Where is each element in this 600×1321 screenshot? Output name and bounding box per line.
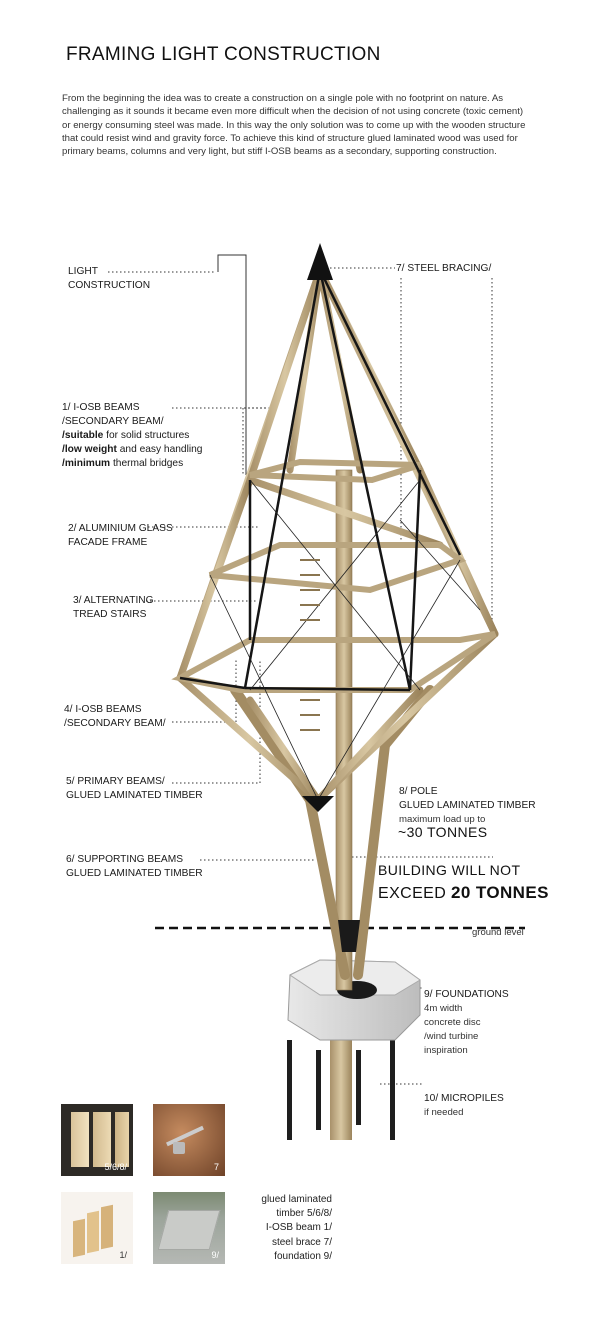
label-stairs: 3/ ALTERNATING TREAD STAIRS [73,595,154,620]
pole-below-ground [330,1040,352,1140]
materials-legend: glued laminated timber 5/6/8/ I-OSB beam 1/ steel brace 7/ foundation 9/ [261,1194,332,1262]
swatch-caption: 9/ [211,1250,219,1260]
swatch-caption: 5/6/8/ [104,1162,127,1172]
label-primary-beams: 5/ PRIMARY BEAMS/ GLUED LAMINATED TIMBER [66,776,203,801]
label-light-construction: LIGHT CONSTRUCTION [68,266,151,291]
pole-load-value: ~30 TONNES [398,824,488,840]
light-construction-bracket [218,255,246,475]
intro-paragraph: From the beginning the idea was to create a construction on a single pole with no footprint on nature. As challenging as it sounds it became even more difficult when the decision of not using concrete (toxic cement) or energy consuming steel was made. In this way the only solution was to come up with the wooden structure that could resist wind and gravity force. To achieve this kind of structure glued laminated wood was used for primary beams, columns and very light, but stiff I-OSB beams as a secondary, supporting construction. [62,93,526,158]
swatch-steel-brace [153,1104,225,1176]
label-foundations: 9/ FOUNDATIONS 4m width concrete disc /wind turbine inspiration [424,989,509,1056]
label-micropiles: 10/ MICROPILES if needed [424,1093,504,1118]
label-secondary-beams: 4/ I-OSB BEAMS /SECONDARY BEAM/ [64,704,166,729]
swatch-caption: 7 [213,1162,219,1172]
swatch-glulam [61,1104,133,1176]
building-weight-line1: BUILDING WILL NOT [378,862,521,878]
label-aluminium-frame: 2/ ALUMINIUM GLASS FACADE FRAME [68,523,173,548]
swatch-iosb-beam [61,1192,133,1264]
swatch-caption: 1/ [119,1250,127,1260]
swatch-foundation [153,1192,225,1264]
top-cap [307,243,333,280]
ground-level-label: ground level [472,927,524,938]
label-steel-bracing: 7/ STEEL BRACING/ [396,263,492,274]
label-supporting-beams: 6/ SUPPORTING BEAMS GLUED LAMINATED TIMBER [66,854,203,879]
building-weight-line2: EXCEED 20 TONNES [378,883,549,902]
label-pole: 8/ POLE GLUED LAMINATED TIMBER maximum load up to [399,786,536,825]
label-ibeams: 1/ I-OSB BEAMS /SECONDARY BEAM/ /suitable for solid structures /low weight and easy handling /minimum thermal bridges [62,402,203,469]
page-title: FRAMING LIGHT CONSTRUCTION [66,44,381,65]
